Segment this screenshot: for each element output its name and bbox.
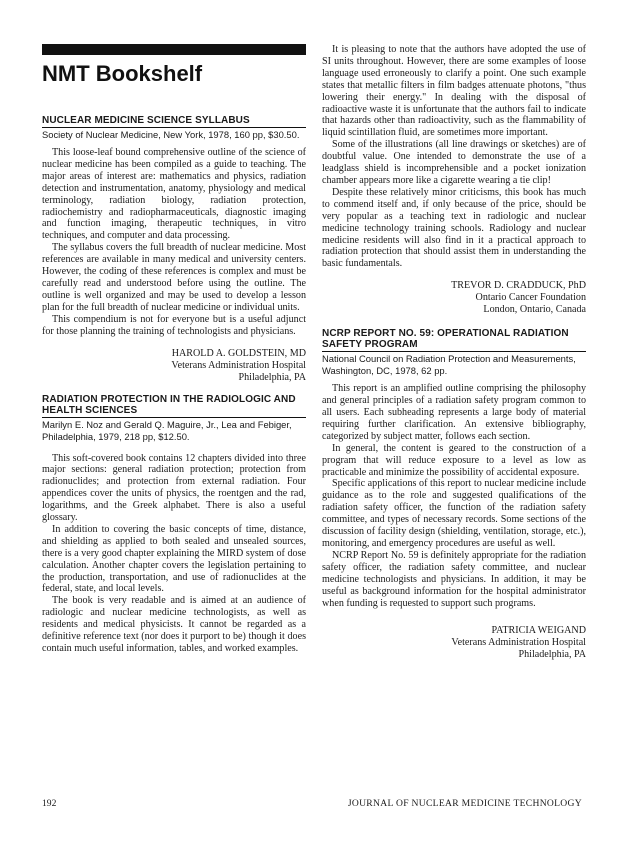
review-paragraph: This soft-covered book contains 12 chapters divided into three major sections: general radiation protection; protection from radionuclides; and protection from external radiation. Four appendices cover the units of physics, the roentgen and the rad, logarithms, and the Greek alphabet. There is also a useful glossary. (42, 452, 306, 524)
reviewer-name: HAROLD A. GOLDSTEIN, MD (171, 347, 306, 359)
review-paragraph: The book is very readable and is aimed at an audience of radiologic and nuclear medicine technologists, as well as residents and medical physicists. It cannot be regarded as a definitive reference text (nor does it purport to be) though it does contain much useful information, tables, and worked examples. (42, 595, 306, 654)
review-syllabus (42, 115, 306, 384)
review-paragraph: In general, the content is geared to the construction of a program that will reduce exposure to a level as low as practicable and minimize the possibility of accidental exposure. (322, 442, 586, 478)
review-paragraph: This loose-leaf bound comprehensive outline of the science of nuclear medicine has been compiled as a guide to teaching. The major areas of interest are: mathematics and physics, radiation detection and instrumentation, anatomy, physiology and medical terminology, radiation biology, radiation protection, radiochemistry and radiopharmaceuticals, diagnostic imaging and function imaging, therapeutic techniques, in vitro techniques, and computer and data processing. (42, 147, 306, 242)
review-paragraph: This report is an amplified outline comprising the philosophy and general principles of a radiation safety program common to all users. Each subheading represents a large body of material requiring further clarification. An extensive bibliography, categorized by subject matter, follows each section. (322, 383, 586, 442)
reviewer-location: Philadelphia, PA (238, 371, 306, 383)
review-paragraph: In addition to covering the basic concepts of time, distance, and shielding as applied to both sealed and unsealed sources, there is a very good chapter explaining the MIRD system of dose calculation. Another chapter covers the legislation pertaining to the production, transportation, and use of radionuclides at the federal, state, and local levels. (42, 523, 306, 595)
left-column (42, 44, 306, 665)
reviewer-signature (42, 348, 306, 384)
reviewer-signature (322, 280, 586, 316)
review-title: RADIATION PROTECTION IN THE RADIOLOGIC AND HEALTH SCIENCES (42, 394, 306, 418)
review-paragraph: Despite these relatively minor criticisms, this book has much to commend itself and, if only because of the price, should be very popular as a teaching text in radiologic and nuclear medicine technology training schools. Radiology and nuclear medicine residents will also find in it a practical approach to radiation protection that should assist them in understanding the basic fundamentals. (322, 186, 586, 270)
journal-name: JOURNAL OF NUCLEAR MEDICINE TECHNOLOGY (347, 798, 582, 809)
review-source: Society of Nuclear Medicine, New York, 1978, 160 pp, $30.50. (42, 129, 300, 140)
review-paragraph: It is pleasing to note that the authors have adopted the use of SI units throughout. However, there are some examples of loose language used erroneously to clarify a point. One such example states that metallic filters in film badges attenuate photons, "thus lowering their energy." In dealing with the disposal of radioactive waste it is unfortunate that the authors fail to indicate that hazards other than radioactivity, such as the flammability of liquid scintillation fluid, are sometimes more important. (322, 44, 586, 139)
review-title: NCRP REPORT NO. 59: OPERATIONAL RADIATION SAFETY PROGRAM (322, 328, 586, 352)
review-paragraph: This compendium is not for everyone but is a useful adjunct for those planning the training of technologists and physicians. (42, 313, 306, 337)
reviewer-location: Philadelphia, PA (518, 649, 586, 661)
reviewer-name: PATRICIA WEIGAND (491, 625, 586, 637)
header-rule (42, 44, 306, 55)
section-title: NMT Bookshelf (42, 61, 203, 86)
review-ncrp-report (322, 328, 586, 661)
right-column (322, 44, 586, 671)
reviewer-signature (322, 625, 586, 661)
review-source: National Council on Radiation Protection and Measurements, Washington, DC, 1978, 62 pp. (322, 353, 576, 377)
reviewer-affiliation: Veterans Administration Hospital (171, 359, 306, 371)
review-paragraph: Specific applications of this report to nuclear medicine include guidance as to the role and suggested qualifications of the radiation safety officer, the function of the radiation safety committee, and types of necessary records. Some sections of the discussion of facility design (shielding, ventilation, storage, etc.), monitoring, and emergency procedures are useful as well. (322, 478, 586, 549)
review-title: NUCLEAR MEDICINE SCIENCE SYLLABUS (42, 115, 306, 128)
reviewer-name: TREVOR D. CRADDUCK, PhD (451, 280, 586, 292)
reviewer-location: London, Ontario, Canada (483, 304, 586, 316)
page-number: 192 (42, 798, 57, 809)
reviewer-affiliation: Veterans Administration Hospital (451, 637, 586, 649)
review-radiation-protection (42, 394, 306, 655)
review-paragraph: The syllabus covers the full breadth of nuclear medicine. Most references are available in many medical and university centers. However, the coding of these references is complex and must be carefully read and understood before using the outline. The outline is well organized and may be used to develop a lesson plan for the full breadth of nuclear medicine or individual units. (42, 242, 306, 313)
review-paragraph: NCRP Report No. 59 is definitely appropriate for the radiation safety officer, the radiation safety committee, and nuclear medicine technologists and physicians. In addition, it may be useful as background information for the hospital administrator when funding is requested to support such programs. (322, 549, 586, 609)
review-source: Marilyn E. Noz and Gerald Q. Maguire, Jr., Lea and Febiger, Philadelphia, 1979, 218 pp, $12.50. (42, 418, 292, 442)
reviewer-affiliation: Ontario Cancer Foundation (475, 292, 586, 304)
review-paragraph: Some of the illustrations (all line drawings or sketches) are of doubtful value. One intended to demonstrate the use of a leadglass shield is incomprehensible and a pocket ionization chamber appears more like a cigarette wearing a tie clip! (322, 139, 586, 186)
